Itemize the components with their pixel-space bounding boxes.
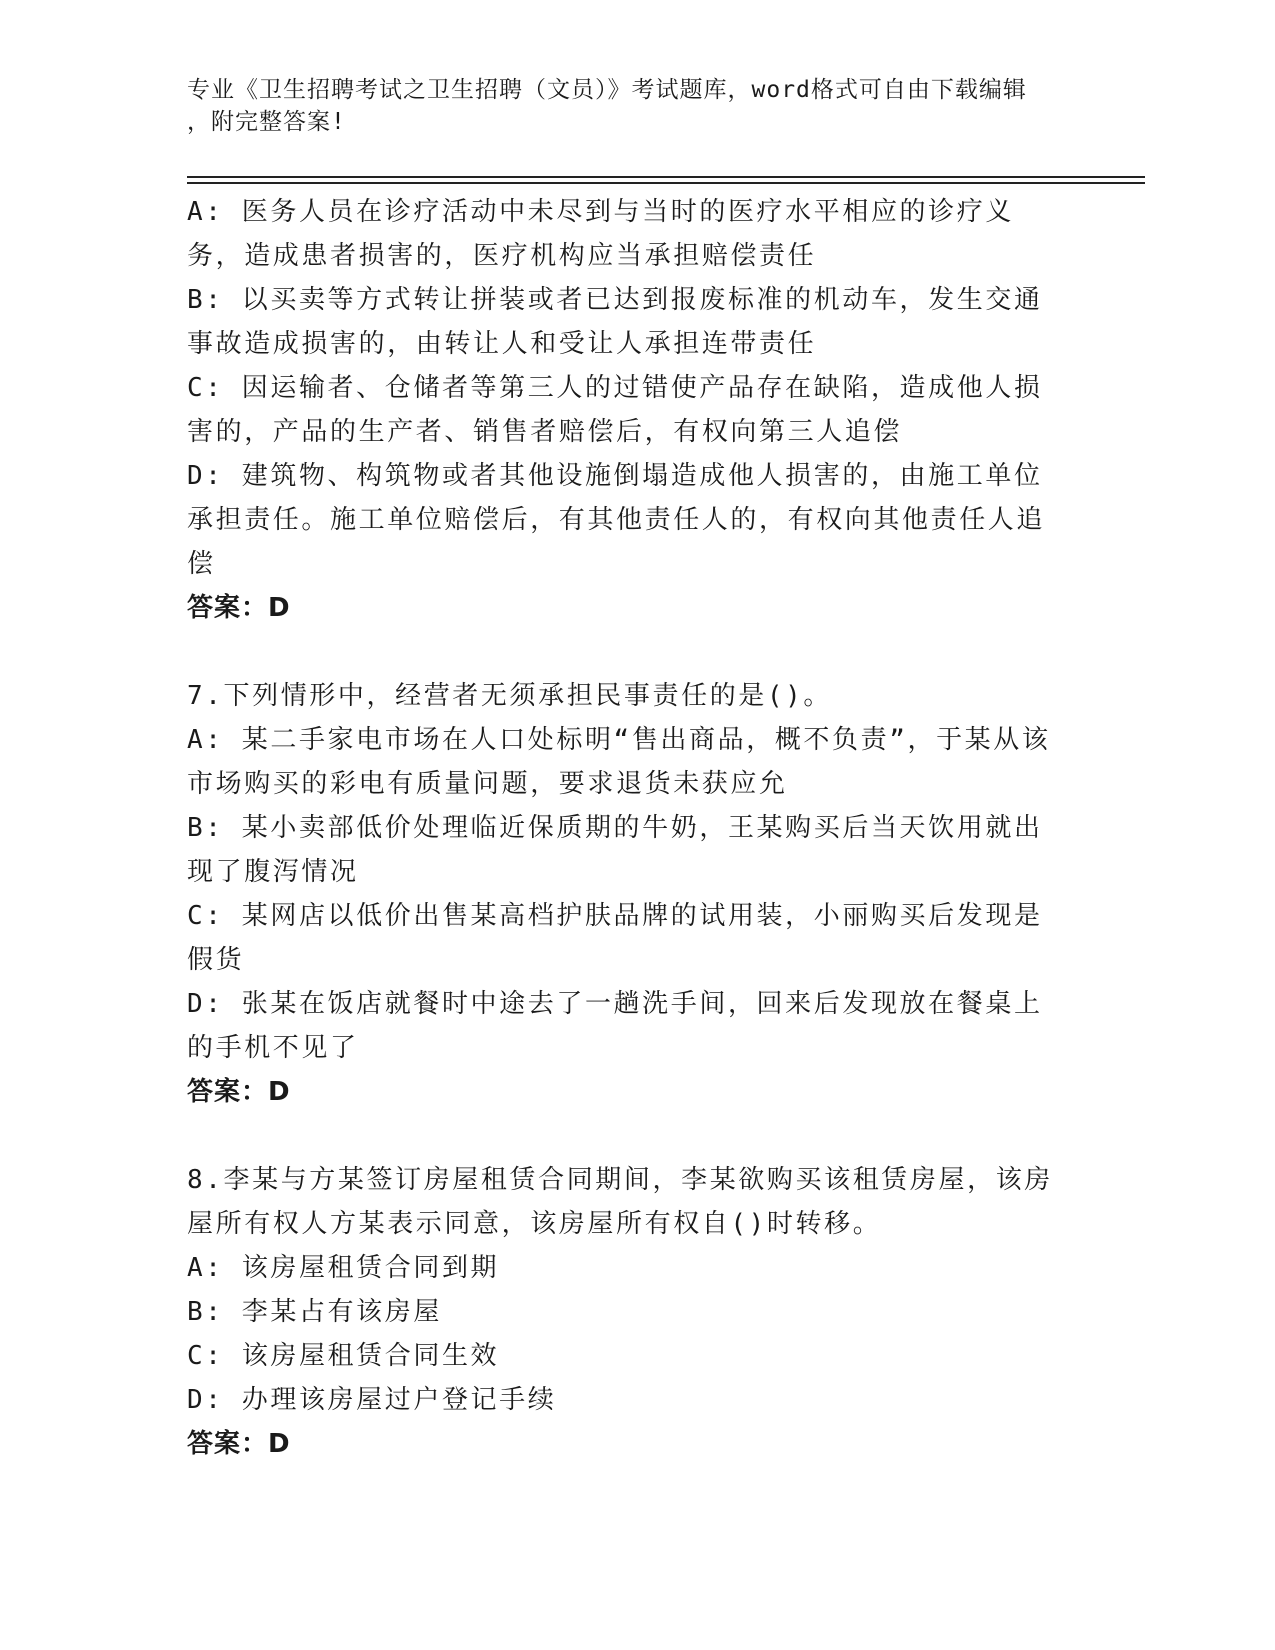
question-text: 7.下列情形中，经营者无须承担民事责任的是()。 (187, 681, 833, 711)
option-d: D: 办理该房屋过户登记手续 (187, 1385, 557, 1415)
option-b: B: 某小卖部低价处理临近保质期的牛奶，王某购买后当天饮用就出现了腹泻情况 (187, 813, 1043, 887)
header-divider-bottom (187, 182, 1145, 184)
question-text: 8.李某与方某签订房屋租赁合同期间，李某欲购买该租赁房屋，该房屋所有权人方某表示同意，该房屋所有权自()时转移。 (187, 1165, 1053, 1239)
header-divider-top (187, 176, 1145, 178)
question-6 (187, 190, 1067, 630)
spacer (187, 1114, 1067, 1158)
question-8 (187, 1158, 1067, 1466)
answer: 答案：D (187, 1429, 291, 1459)
document-header (187, 74, 1067, 138)
option-d: D: 建筑物、构筑物或者其他设施倒塌造成他人损害的，由施工单位承担责任。施工单位赔偿后，有其他责任人的，有权向其他责任人追偿 (187, 461, 1046, 579)
document-body (187, 190, 1067, 1466)
answer: 答案：D (187, 1077, 291, 1107)
spacer (187, 630, 1067, 674)
option-c: C: 该房屋租赁合同生效 (187, 1341, 500, 1371)
option-b: B: 李某占有该房屋 (187, 1297, 442, 1327)
option-c: C: 某网店以低价出售某高档护肤品牌的试用装，小丽购买后发现是假货 (187, 901, 1043, 975)
option-a: A: 某二手家电市场在人口处标明“售出商品，概不负责”，于某从该市场购买的彩电有质量问题，要求退货未获应允 (187, 725, 1051, 799)
question-7 (187, 674, 1067, 1114)
option-a: A: 该房屋租赁合同到期 (187, 1253, 500, 1283)
header-line-1: 专业《卫生招聘考试之卫生招聘（文员）》考试题库，word格式可自由下载编辑 (187, 77, 1027, 103)
option-d: D: 张某在饭店就餐时中途去了一趟洗手间，回来后发现放在餐桌上的手机不见了 (187, 989, 1043, 1063)
answer: 答案：D (187, 593, 291, 623)
option-a: A: 医务人员在诊疗活动中未尽到与当时的医疗水平相应的诊疗义务，造成患者损害的，医疗机构应当承担赔偿责任 (187, 197, 1014, 271)
header-line-2: ，附完整答案! (187, 109, 346, 135)
option-b: B: 以买卖等方式转让拼装或者已达到报废标准的机动车，发生交通事故造成损害的，由转让人和受让人承担连带责任 (187, 285, 1043, 359)
option-c: C: 因运输者、仓储者等第三人的过错使产品存在缺陷，造成他人损害的，产品的生产者、销售者赔偿后，有权向第三人追偿 (187, 373, 1043, 447)
